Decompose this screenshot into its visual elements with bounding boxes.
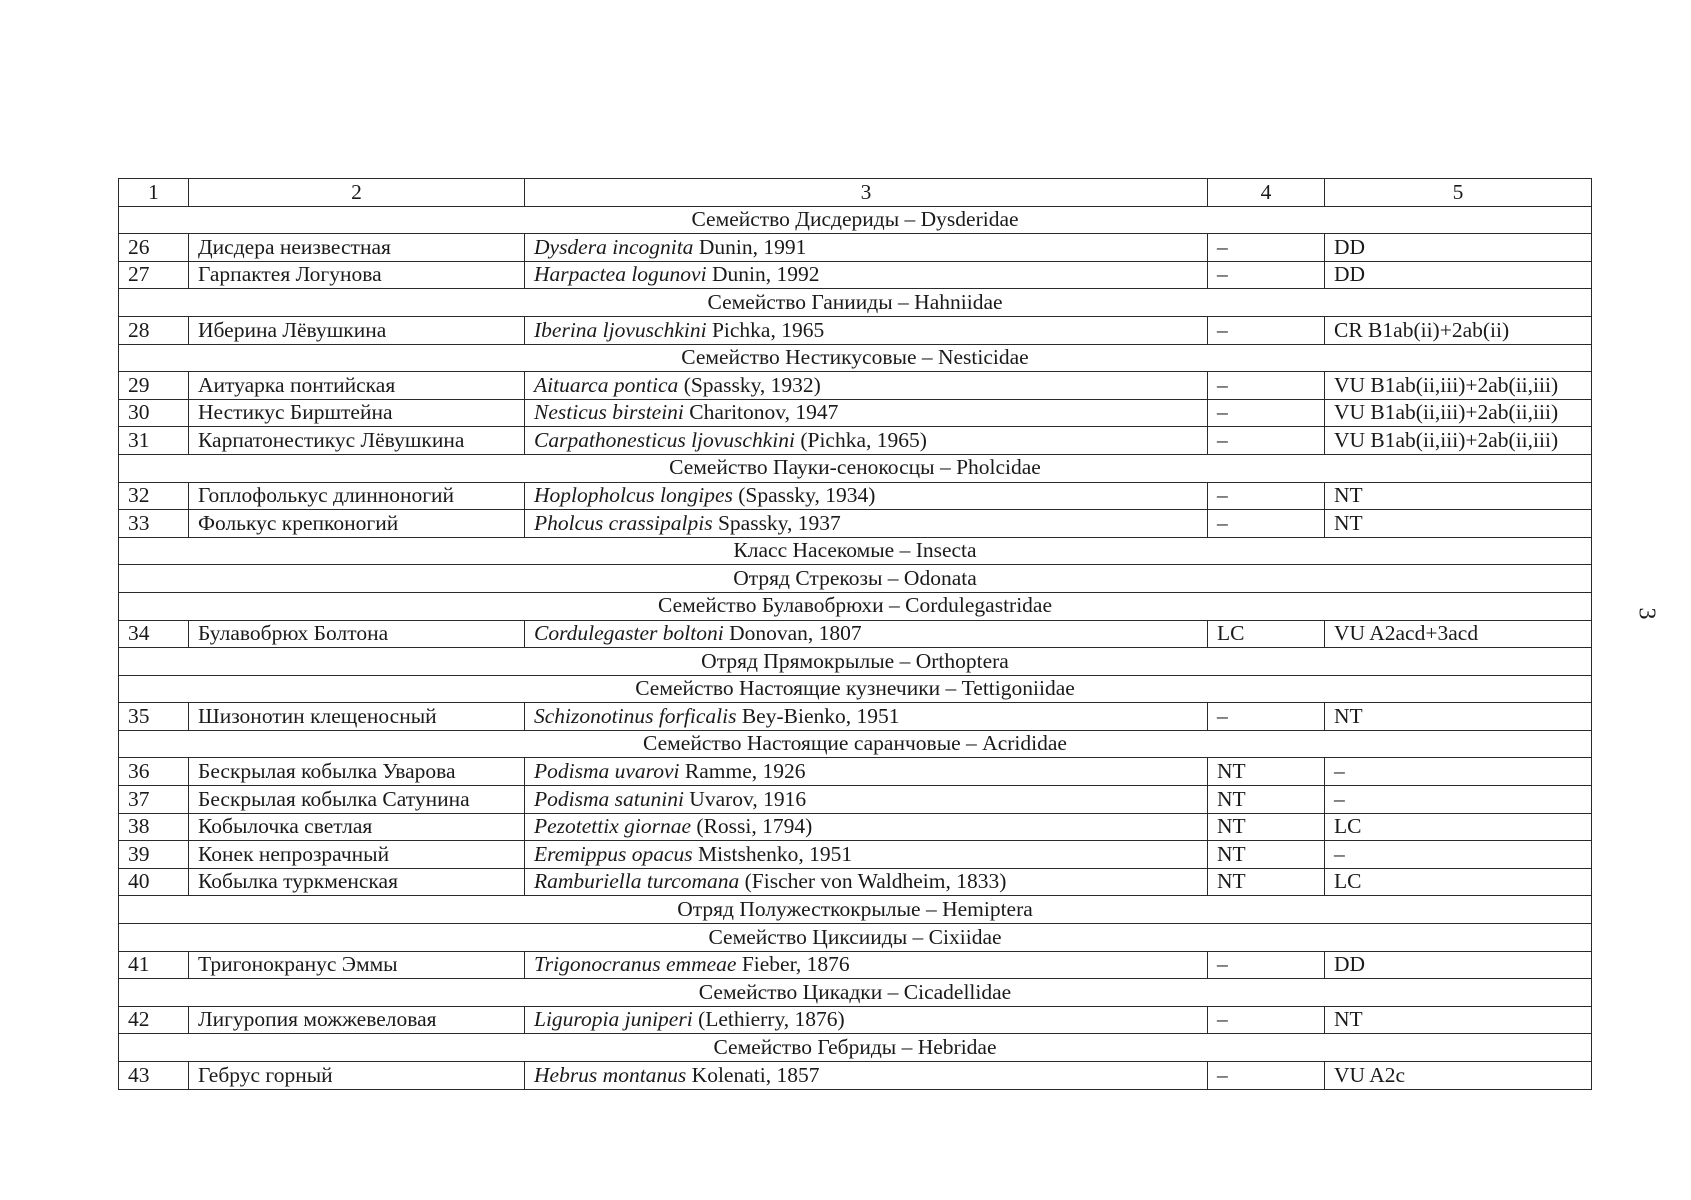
- species-row: [119, 841, 1592, 869]
- species-name-ru: Аитуарка понтийская: [189, 372, 525, 400]
- status-col4: –: [1208, 703, 1325, 731]
- species-name-ru: Тригонокранус Эммы: [189, 951, 525, 979]
- taxon-group-row: [119, 454, 1592, 482]
- species-scientific-name: [525, 620, 1208, 648]
- species-number: 41: [119, 951, 189, 979]
- status-col5: CR B1ab(ii)+2ab(ii): [1325, 316, 1592, 344]
- taxon-group-title: Семейство Циксииды – Cixiidae: [119, 924, 1592, 952]
- species-author: Dunin, 1992: [711, 262, 820, 287]
- status-col4: NT: [1208, 786, 1325, 814]
- species-name-ru: Дисдера неизвестная: [189, 234, 525, 262]
- species-name-ru: Конек непрозрачный: [189, 841, 525, 869]
- species-scientific-name: [525, 703, 1208, 731]
- species-name-ru: Иберина Лёвушкина: [189, 316, 525, 344]
- taxon-group-title: Семейство Дисдериды – Dysderidae: [119, 206, 1592, 234]
- species-row: [119, 1006, 1592, 1034]
- taxon-group-row: [119, 675, 1592, 703]
- species-latin-name: Carpathonesticus ljovuschkini: [534, 427, 795, 452]
- species-scientific-name: [525, 758, 1208, 786]
- species-latin-name: Trigonocranus emmeae: [534, 952, 737, 977]
- column-header-1: 1: [119, 179, 189, 207]
- taxon-group-title: Класс Насекомые – Insecta: [119, 537, 1592, 565]
- species-row: [119, 868, 1592, 896]
- species-latin-name: Aituarca pontica: [534, 372, 679, 397]
- taxon-group-title: Отряд Прямокрылые – Orthoptera: [119, 648, 1592, 676]
- species-scientific-name: [525, 510, 1208, 538]
- taxon-group-row: [119, 896, 1592, 924]
- species-author: (Spassky, 1934): [738, 483, 876, 508]
- species-number: 37: [119, 786, 189, 814]
- status-col5: NT: [1325, 1006, 1592, 1034]
- species-scientific-name: [525, 399, 1208, 427]
- status-col5: VU A2c: [1325, 1062, 1592, 1090]
- status-col4: –: [1208, 427, 1325, 455]
- species-scientific-name: [525, 234, 1208, 262]
- species-author: Bey-Bienko, 1951: [741, 703, 900, 728]
- species-number: 30: [119, 399, 189, 427]
- species-scientific-name: [525, 316, 1208, 344]
- species-number: 27: [119, 261, 189, 289]
- species-author: Ramme, 1926: [684, 759, 806, 784]
- status-col5: –: [1325, 841, 1592, 869]
- taxon-group-title: Семейство Ганииды – Hahniidae: [119, 289, 1592, 317]
- species-latin-name: Hebrus montanus: [534, 1062, 687, 1087]
- species-latin-name: Schizonotinus forficalis: [534, 703, 737, 728]
- species-number: 43: [119, 1062, 189, 1090]
- species-latin-name: Podisma uvarovi: [534, 759, 680, 784]
- status-col4: –: [1208, 372, 1325, 400]
- status-col5: VU B1ab(ii,iii)+2ab(ii,iii): [1325, 427, 1592, 455]
- taxon-group-row: [119, 537, 1592, 565]
- species-row: [119, 427, 1592, 455]
- species-author: Mistshenko, 1951: [698, 841, 853, 866]
- species-latin-name: Harpactea logunovi: [534, 262, 707, 287]
- species-scientific-name: [525, 261, 1208, 289]
- status-col4: NT: [1208, 813, 1325, 841]
- taxon-group-row: [119, 1034, 1592, 1062]
- species-author: Donovan, 1807: [729, 621, 862, 646]
- taxon-group-row: [119, 565, 1592, 593]
- species-row: [119, 316, 1592, 344]
- species-scientific-name: [525, 372, 1208, 400]
- status-col5: NT: [1325, 510, 1592, 538]
- status-col5: DD: [1325, 234, 1592, 262]
- species-number: 31: [119, 427, 189, 455]
- status-col4: –: [1208, 261, 1325, 289]
- species-row: [119, 758, 1592, 786]
- species-number: 26: [119, 234, 189, 262]
- species-author: (Rossi, 1794): [696, 814, 813, 839]
- species-name-ru: Фолькус крепконогий: [189, 510, 525, 538]
- species-number: 35: [119, 703, 189, 731]
- species-author: Uvarov, 1916: [689, 786, 807, 811]
- species-row: [119, 234, 1592, 262]
- taxon-group-row: [119, 979, 1592, 1007]
- taxon-group-row: [119, 206, 1592, 234]
- species-latin-name: Pezotettix giornae: [534, 814, 692, 839]
- taxon-group-title: Отряд Полужесткокрылые – Hemiptera: [119, 896, 1592, 924]
- species-name-ru: Нестикус Бирштейна: [189, 399, 525, 427]
- species-author: (Spassky, 1932): [683, 372, 821, 397]
- status-col4: NT: [1208, 868, 1325, 896]
- taxon-group-title: Семейство Цикадки – Cicadellidae: [119, 979, 1592, 1007]
- species-scientific-name: [525, 1006, 1208, 1034]
- species-author: (Pichka, 1965): [800, 427, 927, 452]
- species-number: 40: [119, 868, 189, 896]
- status-col5: LC: [1325, 813, 1592, 841]
- species-author: Spassky, 1937: [717, 510, 841, 535]
- status-col5: –: [1325, 786, 1592, 814]
- status-col5: VU B1ab(ii,iii)+2ab(ii,iii): [1325, 399, 1592, 427]
- species-row: [119, 510, 1592, 538]
- status-col4: –: [1208, 510, 1325, 538]
- species-scientific-name: [525, 482, 1208, 510]
- species-number: 28: [119, 316, 189, 344]
- species-number: 32: [119, 482, 189, 510]
- column-header-row: [119, 179, 1592, 207]
- species-author: Pichka, 1965: [711, 317, 825, 342]
- species-row: [119, 482, 1592, 510]
- species-row: [119, 261, 1592, 289]
- species-scientific-name: [525, 813, 1208, 841]
- species-author: (Lethierry, 1876): [698, 1007, 845, 1032]
- species-name-ru: Кобылочка светлая: [189, 813, 525, 841]
- column-header-3: 3: [525, 179, 1208, 207]
- status-col4: NT: [1208, 841, 1325, 869]
- status-col5: NT: [1325, 482, 1592, 510]
- species-name-ru: Бескрылая кобылка Уварова: [189, 758, 525, 786]
- species-number: 34: [119, 620, 189, 648]
- species-name-ru: Гоплофолькус длинноногий: [189, 482, 525, 510]
- species-table: [118, 178, 1592, 1090]
- species-name-ru: Булавобрюх Болтона: [189, 620, 525, 648]
- taxon-group-title: Семейство Гебриды – Hebridae: [119, 1034, 1592, 1062]
- taxon-group-title: Семейство Нестикусовые – Nesticidae: [119, 344, 1592, 372]
- species-author: Charitonov, 1947: [689, 400, 839, 425]
- status-col4: LC: [1208, 620, 1325, 648]
- status-col5: NT: [1325, 703, 1592, 731]
- species-name-ru: Бескрылая кобылка Сатунина: [189, 786, 525, 814]
- species-latin-name: Hoplopholcus longipes: [534, 483, 733, 508]
- species-row: [119, 813, 1592, 841]
- species-author: (Fischer von Waldheim, 1833): [744, 869, 1007, 894]
- species-name-ru: Гарпактея Логунова: [189, 261, 525, 289]
- taxon-group-title: Семейство Булавобрюхи – Cordulegastridae: [119, 592, 1592, 620]
- species-latin-name: Nesticus birsteini: [534, 400, 684, 425]
- column-header-5: 5: [1325, 179, 1592, 207]
- species-row: [119, 703, 1592, 731]
- species-name-ru: Гебрус горный: [189, 1062, 525, 1090]
- status-col5: DD: [1325, 261, 1592, 289]
- status-col5: DD: [1325, 951, 1592, 979]
- species-name-ru: Шизонотин клещеносный: [189, 703, 525, 731]
- species-number: 42: [119, 1006, 189, 1034]
- species-author: Dunin, 1991: [698, 234, 807, 259]
- species-row: [119, 399, 1592, 427]
- species-row: [119, 372, 1592, 400]
- species-number: 29: [119, 372, 189, 400]
- status-col4: –: [1208, 316, 1325, 344]
- species-number: 38: [119, 813, 189, 841]
- page-number: 3: [1633, 607, 1660, 620]
- species-scientific-name: [525, 1062, 1208, 1090]
- species-scientific-name: [525, 951, 1208, 979]
- taxon-group-title: Семейство Настоящие саранчовые – Acrididae: [119, 730, 1592, 758]
- status-col5: –: [1325, 758, 1592, 786]
- species-name-ru: Лигуропия можжевеловая: [189, 1006, 525, 1034]
- species-name-ru: Кобылка туркменская: [189, 868, 525, 896]
- taxon-group-row: [119, 344, 1592, 372]
- status-col5: VU B1ab(ii,iii)+2ab(ii,iii): [1325, 372, 1592, 400]
- taxon-group-row: [119, 592, 1592, 620]
- status-col4: –: [1208, 1006, 1325, 1034]
- species-name-ru: Карпатонестикус Лёвушкина: [189, 427, 525, 455]
- species-number: 33: [119, 510, 189, 538]
- species-number: 36: [119, 758, 189, 786]
- species-latin-name: Liguropia juniperi: [534, 1007, 693, 1032]
- species-latin-name: Iberina ljovuschkini: [534, 317, 707, 342]
- status-col4: –: [1208, 1062, 1325, 1090]
- species-row: [119, 1062, 1592, 1090]
- species-latin-name: Pholcus crassipalpis: [534, 510, 713, 535]
- species-author: Kolenati, 1857: [691, 1062, 820, 1087]
- species-row: [119, 620, 1592, 648]
- taxon-group-title: Семейство Пауки-сенокосцы – Pholcidae: [119, 454, 1592, 482]
- species-latin-name: Dysdera incognita: [534, 234, 694, 259]
- status-col5: LC: [1325, 868, 1592, 896]
- taxon-group-row: [119, 289, 1592, 317]
- column-header-4: 4: [1208, 179, 1325, 207]
- status-col4: –: [1208, 234, 1325, 262]
- species-author: Fieber, 1876: [741, 952, 850, 977]
- status-col4: –: [1208, 399, 1325, 427]
- species-scientific-name: [525, 786, 1208, 814]
- species-latin-name: Podisma satunini: [534, 786, 684, 811]
- species-number: 39: [119, 841, 189, 869]
- species-row: [119, 951, 1592, 979]
- taxon-group-title: Отряд Стрекозы – Odonata: [119, 565, 1592, 593]
- status-col4: –: [1208, 482, 1325, 510]
- taxon-group-row: [119, 924, 1592, 952]
- taxon-group-title: Семейство Настоящие кузнечики – Tettigoniidae: [119, 675, 1592, 703]
- status-col4: NT: [1208, 758, 1325, 786]
- species-latin-name: Ramburiella turcomana: [534, 869, 740, 894]
- column-header-2: 2: [189, 179, 525, 207]
- status-col5: VU A2acd+3acd: [1325, 620, 1592, 648]
- species-latin-name: Eremippus opacus: [534, 841, 693, 866]
- taxon-group-row: [119, 648, 1592, 676]
- species-scientific-name: [525, 841, 1208, 869]
- species-table-body: [119, 179, 1592, 1090]
- species-scientific-name: [525, 868, 1208, 896]
- taxon-group-row: [119, 730, 1592, 758]
- species-latin-name: Cordulegaster boltoni: [534, 621, 724, 646]
- species-row: [119, 786, 1592, 814]
- status-col4: –: [1208, 951, 1325, 979]
- species-scientific-name: [525, 427, 1208, 455]
